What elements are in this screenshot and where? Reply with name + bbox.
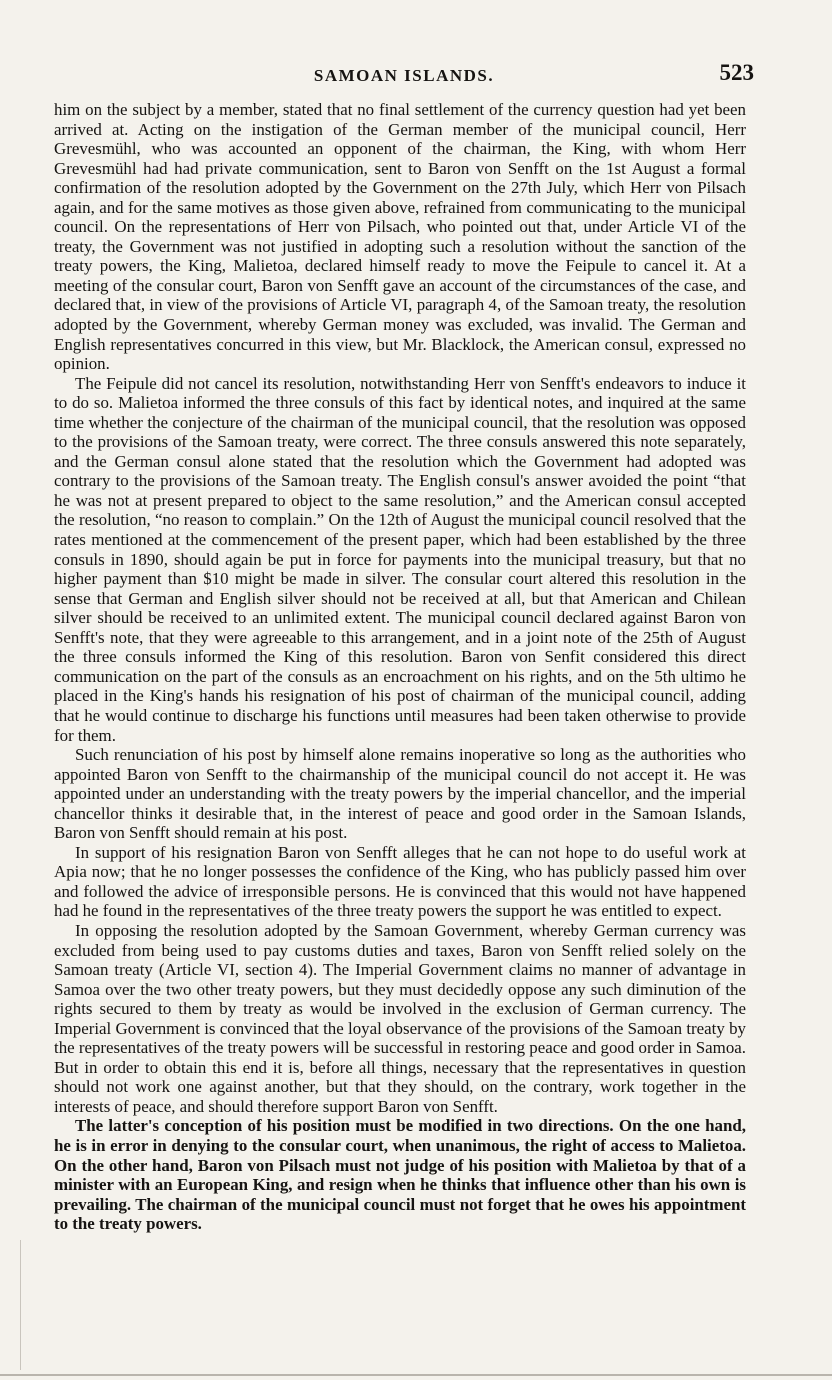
paragraph-feipule: The Feipule did not cancel its resolution, notwithstanding Herr von Senfft's endeavors to induce it to do so. Malietoa informed the three consuls of this fact by identical notes, and inquired at the same time whether the conjecture of the chairman of the municipal council, that the resolution was opposed to the provisions of the Samoan treaty, were correct. The three consuls answered this note separately, and the German consul alone stated that the resolution which the Government had adopted was contrary to the provisions of the Samoan treaty. The English consul's answer avoided the point “that he was not at present prepared to object to the same resolution,” and the American consul accepted the resolution, “no reason to complain.” On the 12th of August the municipal council resolved that the rates mentioned at the commencement of the present paper, which had been established by the three consuls in 1890, should again be put in force for payments into the municipal treasury, but that no higher payment than $10 might be made in silver. The consular court altered this resolution in the sense that German and English silver should not be received at all, but that American and Chilean silver should be received to an unlimited extent. The municipal council declared against Baron von Senfft's note, that they were agreeable to this arrangement, and in a joint note of the 25th of August the three consuls informed the King of this resolution. Baron von Senfit considered this direct communication on the part of the consuls as an encroachment on his rights, and on the 5th ultimo he placed in the King's hands his resignation of his post of chairman of the municipal council, adding that he would continue to discharge his functions until measures had been taken otherwise to provide for them. (54, 373, 746, 745)
body-text (54, 100, 746, 1234)
paragraph-resignation-support: In support of his resignation Baron von Senfft alleges that he can not hope to do useful work at Apia now; that he no longer possesses the confidence of the King, who has publicly passed him over and followed the advice of irresponsible persons. He is convinced that this would not have happened had he found in the representatives of the three treaty powers the support he was entitled to expect. (54, 842, 746, 921)
scan-bottom-edge (0, 1374, 832, 1376)
page-number: 523 (719, 60, 754, 85)
paragraph-conception: The latter's conception of his position must be modified in two directions. On the one hand, he is in error in denying to the consular court, when unanimous, the right of access to Malietoa. On the other hand, Baron von Pilsach must not judge of his position with Malietoa by that of a minister with an European King, and resign when he thinks that influence other than his own is prevailing. The chairman of the municipal council must not forget that he owes his appointment to the treaty powers. (54, 1116, 746, 1234)
paragraph-currency-opposition: In opposing the resolution adopted by the Samoan Government, whereby German currency was excluded from being used to pay customs duties and taxes, Baron von Senfft relied solely on the Samoan treaty (Article VI, section 4). The Imperial Government claims no manner of advantage in Samoa over the two other treaty powers, but they must decidedly oppose any such diminution of the rights secured to them by treaty as would be involved in the exclusion of German currency. The Imperial Government is convinced that the loyal observance of the provisions of the Samoan treaty by the representatives of the treaty powers will be successful in restoring peace and good order in Samoa. But in order to obtain this end it is, before all things, necessary that the representatives in question should not work one against another, but that they should, on the contrary, work together in the interests of peace, and should therefore support Baron von Senfft. (54, 920, 746, 1116)
running-header (54, 62, 754, 88)
page-title: SAMOAN ISLANDS. (313, 66, 495, 85)
scan-margin-mark (20, 1240, 21, 1370)
paragraph-continuation: him on the subject by a member, stated that no final settlement of the currency question had yet been arrived at. Acting on the instigation of the German member of the municipal council, Herr Grevesmühl, who was accounted an opponent of the chairman, the King, with whom Herr Grevesmühl had had private communication, sent to Baron von Senfft on the 1st August a formal confirmation of the resolution adopted by the Government on the 27th July, which Herr von Pilsach again, and for the same motives as those given above, refrained from communicating to the municipal council. On the representations of Herr von Pilsach, who pointed out that, under Article VI of the treaty, the Government was not justified in adopting such a resolution without the sanction of the treaty powers, the King, Malietoa, declared himself ready to move the Feipule to cancel it. At a meeting of the consular court, Baron von Senfft gave an account of the circumstances of the case, and declared that, in view of the provisions of Article VI, paragraph 4, of the Samoan treaty, the resolution adopted by the Government, whereby German money was excluded, was invalid. The German and English representatives concurred in this view, but Mr. Blacklock, the American consul, expressed no opinion. (54, 100, 746, 374)
paragraph-renunciation: Such renunciation of his post by himself alone remains inoperative so long as the authorities who appointed Baron von Senfft to the chairmanship of the municipal council do not accept it. He was appointed under an understanding with the treaty powers by the imperial chancellor, and the imperial chancellor thinks it desirable that, in the interest of peace and good order in the Samoan Islands, Baron von Senfft should remain at his post. (54, 745, 746, 843)
